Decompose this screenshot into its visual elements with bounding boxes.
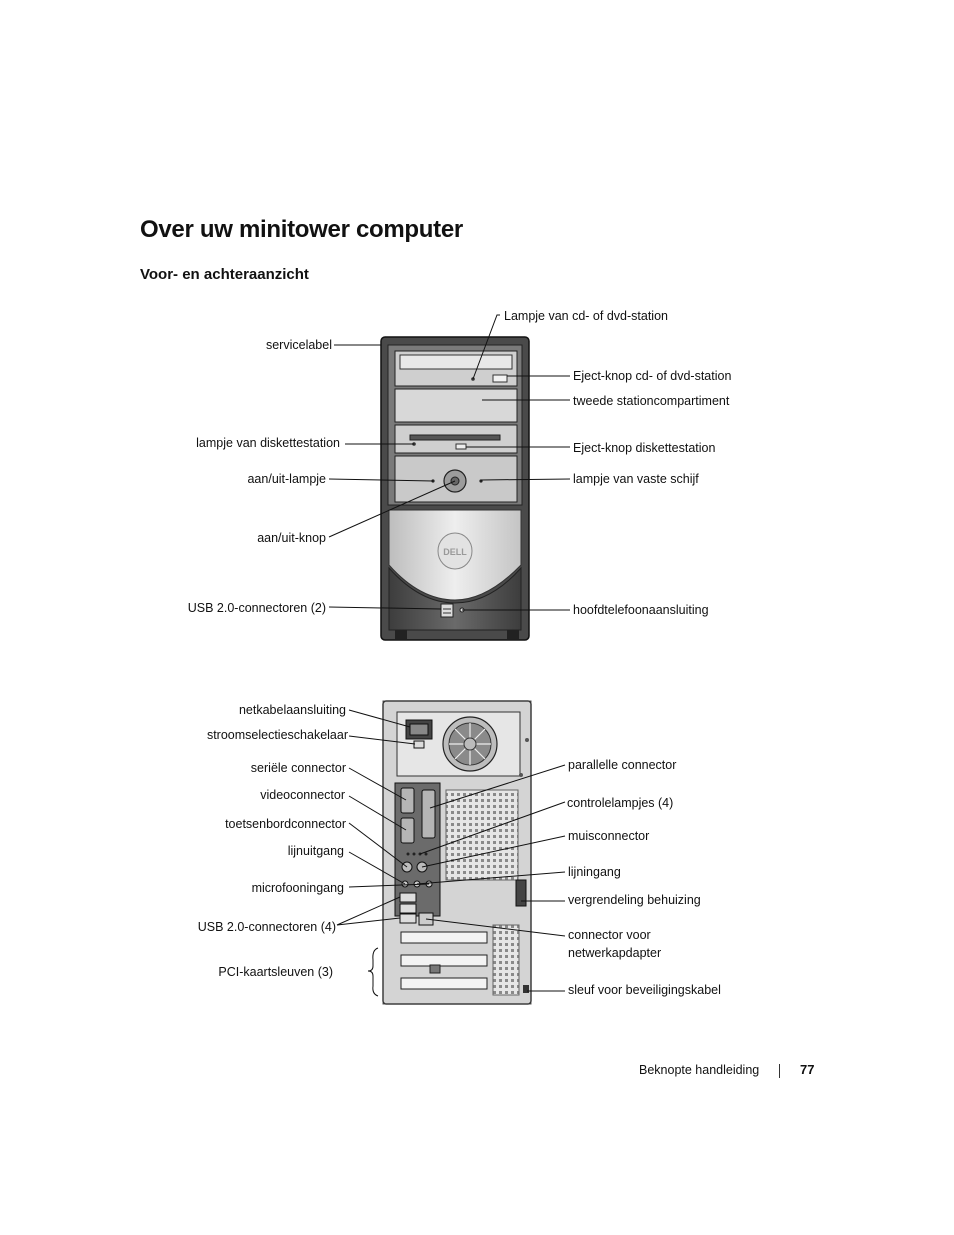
label-pci: PCI-kaartsleuven (3) — [218, 965, 333, 979]
label-mic: microfooningang — [251, 881, 344, 895]
label-hdd-light: lampje van vaste schijf — [573, 472, 699, 486]
label-voltage-switch: stroomselectieschakelaar — [206, 728, 348, 742]
section-title: Voor- en achteraanzicht — [140, 266, 309, 283]
front-view — [381, 337, 529, 640]
label-video: videoconnector — [260, 788, 345, 802]
page-number: 77 — [800, 1062, 815, 1077]
label-line-out: lijnuitgang — [287, 844, 344, 858]
footer-separator — [779, 1064, 780, 1078]
label-second-bay: tweede stationcompartiment — [573, 394, 730, 408]
svg-text:DELL: DELL — [443, 547, 467, 557]
label-headphone: hoofdtelefoonaansluiting — [573, 603, 709, 617]
label-usb-front: USB 2.0-connectoren (2) — [187, 601, 326, 615]
label-line-in: lijningang — [568, 865, 621, 879]
label-service-tag: servicelabel — [265, 338, 332, 352]
label-power-button: aan/uit-knop — [257, 531, 326, 545]
label-parallel: parallelle connector — [568, 758, 677, 772]
label-cover-latch: vergrendeling behuizing — [568, 893, 701, 907]
label-nic-line1: connector voor — [568, 928, 651, 942]
page-title: Over uw minitower computer — [140, 216, 463, 243]
label-power-light: aan/uit-lampje — [247, 472, 326, 486]
label-mouse: muisconnector — [568, 829, 650, 843]
label-power-connector: netkabelaansluiting — [238, 703, 346, 717]
label-usb-back: USB 2.0-connectoren (4) — [197, 920, 336, 934]
label-cd-eject: Eject-knop cd- of dvd-station — [573, 369, 732, 383]
label-security-slot: sleuf voor beveiligingskabel — [568, 983, 721, 997]
label-keyboard: toetsenbordconnector — [225, 817, 346, 831]
label-floppy-eject: Eject-knop diskettestation — [573, 441, 716, 455]
label-diag-lights: controlelampjes (4) — [567, 796, 674, 810]
label-serial: seriële connector — [250, 761, 346, 775]
back-view — [383, 701, 531, 1004]
footer-text: Beknopte handleiding — [639, 1063, 760, 1077]
label-cd-light: Lampje van cd- of dvd-station — [504, 309, 668, 323]
label-nic-line2: netwerkapdapter — [568, 946, 662, 960]
label-floppy-light: lampje van diskettestation — [196, 436, 340, 450]
